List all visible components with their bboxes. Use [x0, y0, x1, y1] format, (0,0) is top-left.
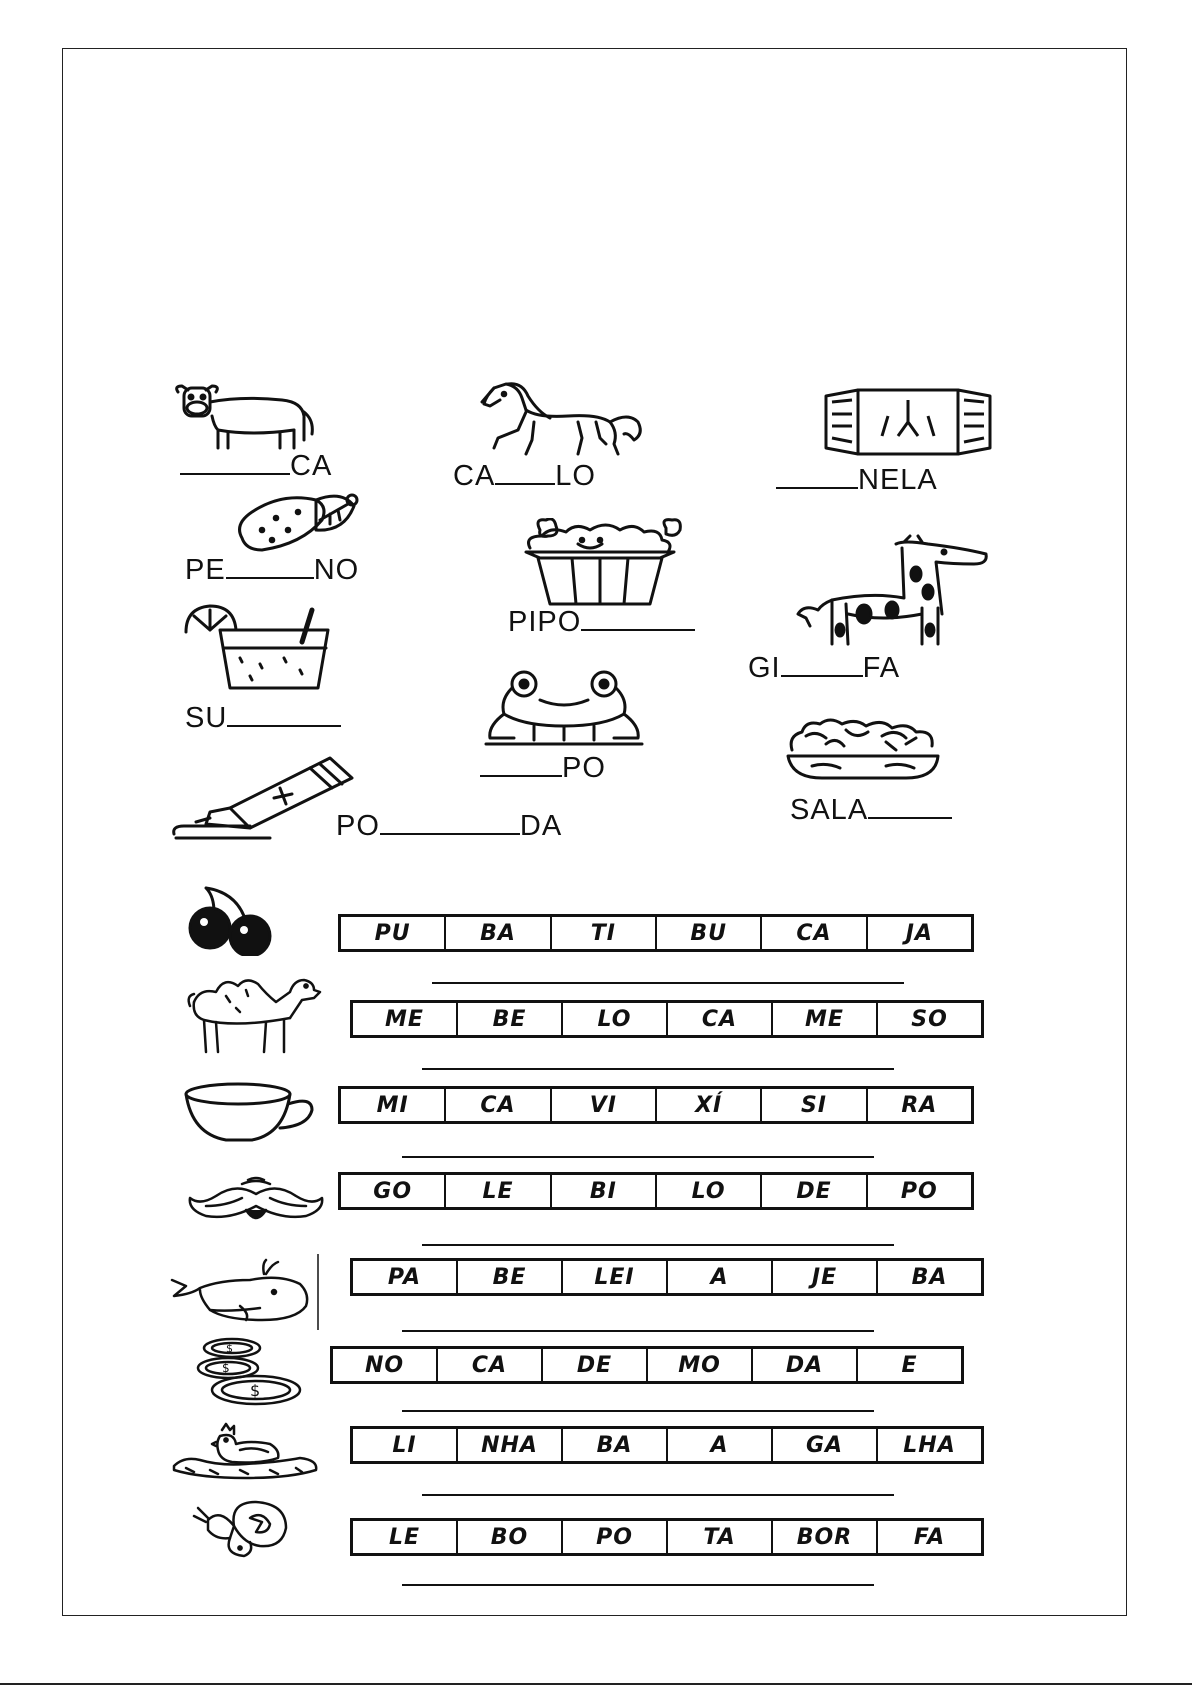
syllable: DA [753, 1349, 858, 1381]
syllable-row-4 [338, 1172, 974, 1210]
syllable: ME [773, 1003, 878, 1035]
popcorn-icon [510, 518, 706, 606]
word-prefix: SU [185, 702, 228, 734]
syllable: ME [353, 1003, 458, 1035]
word-item-10 [336, 812, 562, 841]
syllable: LE [446, 1175, 551, 1207]
syllable-row-7 [350, 1426, 984, 1464]
syllable: CA [762, 917, 867, 949]
syllable: PA [353, 1261, 458, 1293]
syllable: BA [563, 1429, 668, 1461]
answer-line[interactable] [402, 1410, 874, 1412]
syllable: BI [552, 1175, 657, 1207]
answer-line[interactable] [422, 1068, 894, 1070]
word-item-7 [185, 704, 341, 733]
cherries-icon [186, 886, 292, 961]
syllable: BE [458, 1003, 563, 1035]
syllable: PO [900, 1178, 938, 1204]
syllable: JA [905, 920, 933, 946]
teacup-icon [182, 1082, 316, 1149]
syllable-row-1 [338, 914, 974, 952]
syllable-row-3 [338, 1086, 974, 1124]
syllable-row-6 [330, 1346, 964, 1384]
word-prefix: CA [453, 460, 496, 492]
syllable: NO [333, 1349, 438, 1381]
syllable: BE [458, 1261, 563, 1293]
coins-icon [192, 1336, 332, 1411]
syllable: CA [446, 1089, 551, 1121]
word-prefix: GI [748, 652, 781, 684]
word-item-6 [748, 654, 900, 683]
syllable-row-5 [350, 1258, 984, 1296]
word-item-2 [453, 462, 596, 491]
word-prefix: PE [185, 554, 226, 586]
syllable: LI [353, 1429, 458, 1461]
word-suffix: DA [519, 810, 563, 842]
word-suffix: NO [313, 554, 360, 586]
syllable: LE [353, 1521, 458, 1553]
mustache-icon [186, 1176, 328, 1233]
syllable: SI [762, 1089, 867, 1121]
word-item-1 [180, 452, 332, 481]
answer-line[interactable] [402, 1330, 874, 1332]
frog-icon [484, 670, 644, 746]
syllable: BA [446, 917, 551, 949]
word-suffix: NELA [858, 464, 938, 496]
butterfly-icon [190, 1500, 300, 1565]
syllable: MI [341, 1089, 446, 1121]
answer-line[interactable] [432, 982, 904, 984]
word-suffix: CA [290, 450, 333, 482]
word-suffix: FA [862, 652, 901, 684]
syllable: VI [552, 1089, 657, 1121]
answer-line[interactable] [402, 1584, 874, 1586]
horse-icon [478, 382, 650, 456]
window-icon [822, 386, 994, 458]
syllable: LO [563, 1003, 668, 1035]
hen-icon [170, 1420, 322, 1489]
syllable: GO [341, 1175, 446, 1207]
word-item-3 [776, 466, 938, 495]
syllable: PU [341, 917, 446, 949]
syllable: LHA [903, 1432, 956, 1458]
word-prefix: PO [336, 810, 380, 842]
syllable: SO [911, 1006, 948, 1032]
syllable: BA [911, 1264, 948, 1290]
syllable: DE [762, 1175, 867, 1207]
syllable: LEI [563, 1261, 668, 1293]
word-item-5 [508, 608, 695, 637]
juice-icon [180, 602, 345, 690]
word-prefix: PIPO [508, 606, 582, 638]
syllable: TI [552, 917, 657, 949]
svg-text:$: $ [222, 1361, 230, 1375]
ointment-tube-icon [170, 752, 360, 840]
giraffe-icon [792, 534, 992, 646]
syllable: DE [543, 1349, 648, 1381]
syllable-row-8 [350, 1518, 984, 1556]
syllable: XÍ [657, 1089, 762, 1121]
cow-icon [172, 382, 322, 452]
salad-icon [786, 716, 942, 780]
syllable: GA [773, 1429, 878, 1461]
syllable: MO [648, 1349, 753, 1381]
syllable: BOR [773, 1521, 878, 1553]
word-item-4 [185, 556, 359, 585]
cucumber-icon [232, 492, 362, 554]
syllable: FA [913, 1524, 946, 1550]
whale-icon [170, 1254, 330, 1335]
svg-text:$: $ [226, 1342, 233, 1355]
syllable: CA [438, 1349, 543, 1381]
svg-text:$: $ [250, 1381, 261, 1400]
syllable: BO [458, 1521, 563, 1553]
syllable: A [668, 1261, 773, 1293]
syllable-row-2 [350, 1000, 984, 1038]
answer-line[interactable] [422, 1494, 894, 1496]
syllable: RA [901, 1092, 938, 1118]
word-prefix: SALA [790, 794, 869, 826]
answer-line[interactable] [422, 1244, 894, 1246]
word-item-9 [790, 796, 952, 825]
syllable: LO [657, 1175, 762, 1207]
syllable: NHA [458, 1429, 563, 1461]
word-item-8 [480, 754, 606, 783]
syllable: JE [773, 1261, 878, 1293]
syllable: A [668, 1429, 773, 1461]
syllable: TA [668, 1521, 773, 1553]
answer-line[interactable] [402, 1156, 874, 1158]
syllable: BU [657, 917, 762, 949]
camel-icon [186, 972, 326, 1061]
syllable: E [901, 1352, 918, 1378]
word-suffix: LO [555, 460, 596, 492]
syllable: CA [668, 1003, 773, 1035]
word-suffix: PO [562, 752, 606, 784]
syllable: PO [563, 1521, 668, 1553]
